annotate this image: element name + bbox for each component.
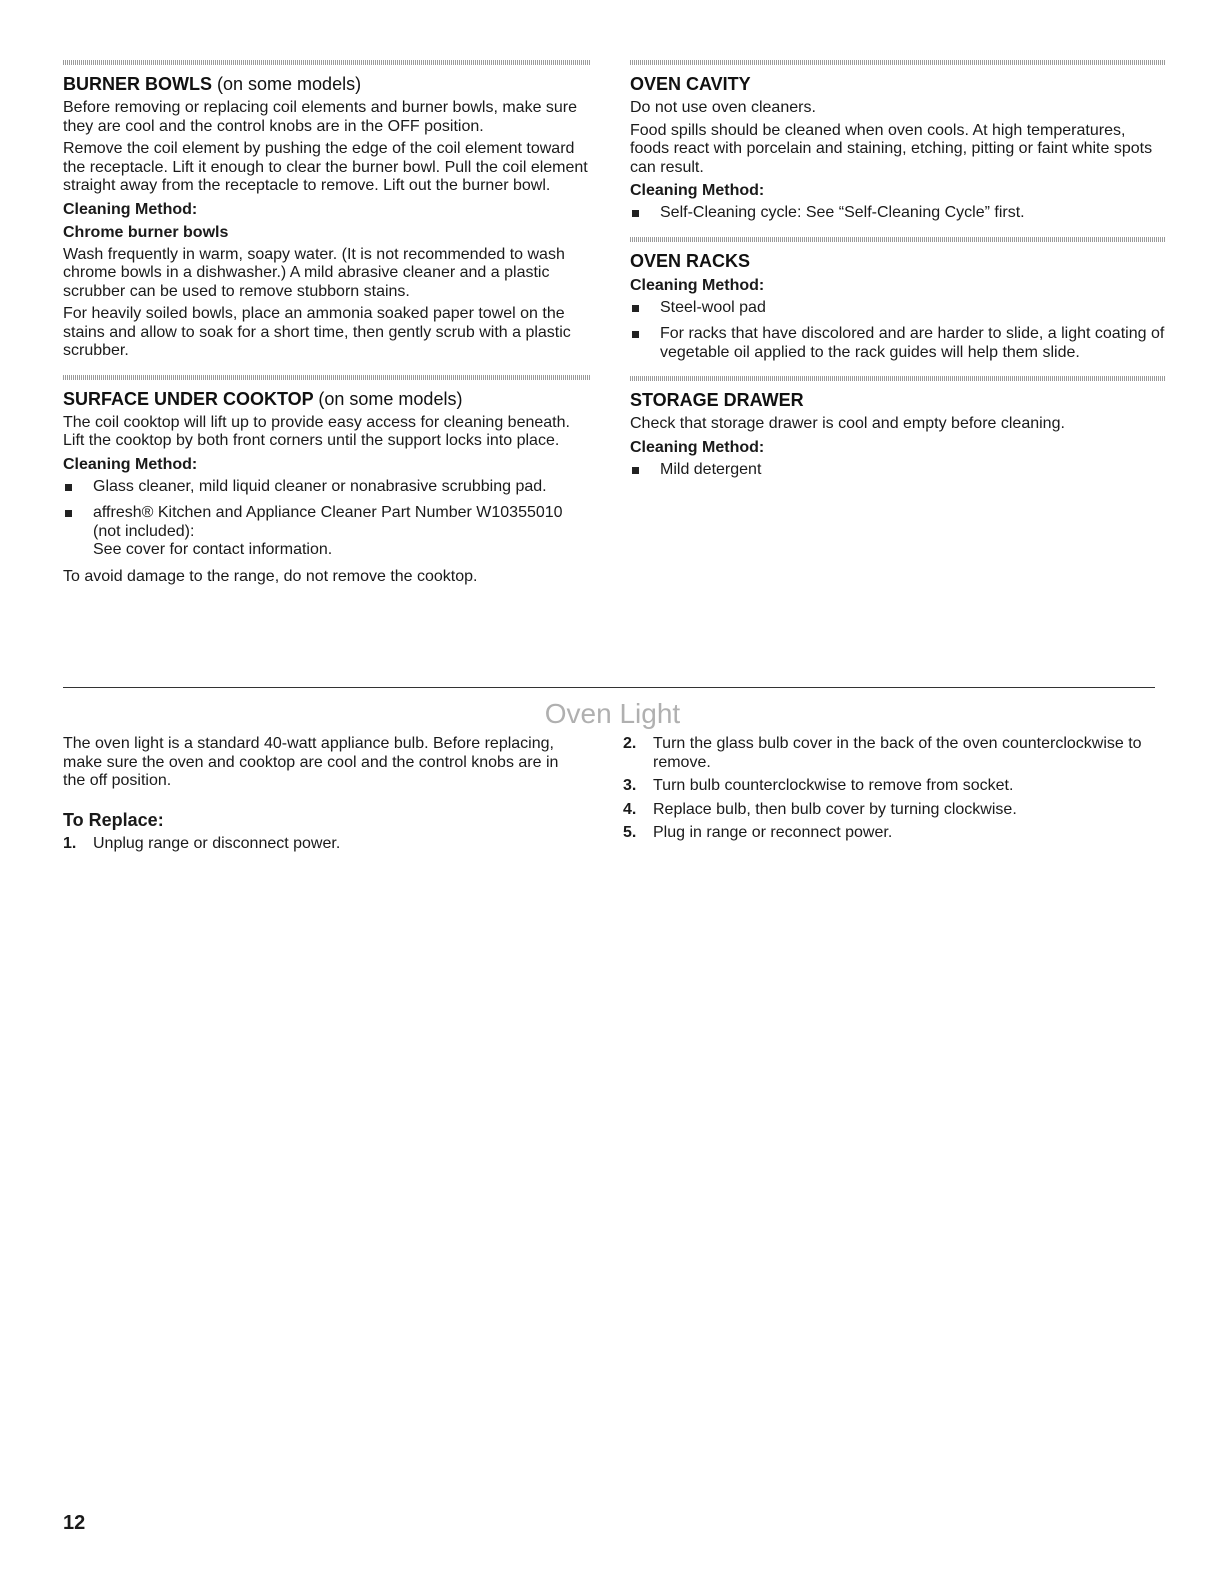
list-item: Glass cleaner, mild liquid cleaner or nonabrasive scrubbing pad. <box>63 478 591 497</box>
cleaning-method-label: Cleaning Method: <box>630 182 765 199</box>
paragraph: Before removing or replacing coil elements and burner bowls, make sure they are cool and the control knobs are in the OFF position. <box>63 99 578 135</box>
bullet-list <box>63 478 591 560</box>
chrome-burner-bowls-label: Chrome burner bowls <box>63 223 229 241</box>
section-rule <box>630 376 1166 381</box>
bullet-list <box>630 461 1166 480</box>
paragraph: Check that storage drawer is cool and empty before cleaning. <box>630 415 1065 432</box>
section-divider <box>63 687 1155 688</box>
bullet-square-icon <box>65 484 72 491</box>
list-item: For racks that have discolored and are harder to slide, a light coating of vegetable oil applied to the rack guides will help them slide. <box>630 325 1166 362</box>
oven-light-left <box>63 735 563 858</box>
step-item: 1. Unplug range or disconnect power. <box>63 834 341 852</box>
step-item: 5. Plug in range or reconnect power. <box>623 824 893 841</box>
bullet-square-icon <box>65 510 72 517</box>
paragraph: The coil cooktop will lift up to provide easy access for cleaning beneath. Lift the cooktop by both front corners until the support locks into place. <box>63 413 570 449</box>
bullet-square-icon <box>632 210 639 217</box>
paragraph: Remove the coil element by pushing the edge of the coil element toward the receptacle. Lift it enough to clear the burner bowl. Pull the coil element straight away from the receptacle to remove. Lift out the burner bowl. <box>63 140 588 194</box>
paragraph: Wash frequently in warm, soapy water. (It is not recommended to wash chrome bowls in a dishwasher.) A mild abrasive cleaner and a plastic scrubber can be used to remove stubborn stains. <box>63 245 565 300</box>
storage-drawer-section <box>630 376 1166 479</box>
paragraph: Do not use oven cleaners. <box>630 99 816 116</box>
list-item: affresh® Kitchen and Appliance Cleaner Part Number W10355010 (not included): See cover for contact information. <box>63 504 591 560</box>
bullet-list <box>630 299 1166 363</box>
oven-light-intro: The oven light is a standard 40-watt appliance bulb. Before replacing, make sure the oven and cooktop are cool and the control knobs are in the off position. <box>63 735 559 789</box>
step-item: 4. Replace bulb, then bulb cover by turning clockwise. <box>623 800 1017 818</box>
cleaning-method-label: Cleaning Method: <box>63 200 198 218</box>
list-item: Mild detergent <box>630 461 1166 480</box>
step-item: 2. Turn the glass bulb cover in the back of the oven counterclockwise to remove. <box>623 735 1142 771</box>
storage-drawer-heading: STORAGE DRAWER <box>630 390 804 410</box>
cooktop-warning-note: To avoid damage to the range, do not remove the cooktop. <box>63 567 478 585</box>
page-number: 12 <box>63 1512 86 1534</box>
cleaning-method-label: Cleaning Method: <box>630 276 765 294</box>
surface-under-cooktop-section <box>63 375 591 587</box>
burner-bowls-section <box>63 60 591 361</box>
step-item: 3. Turn bulb counterclockwise to remove from socket. <box>623 777 1014 794</box>
section-rule <box>630 60 1166 65</box>
paragraph: For heavily soiled bowls, place an ammonia soaked paper towel on the stains and allow to soak for a short time, then gently scrub with a plastic scrubber. <box>63 305 571 359</box>
burner-bowls-heading: BURNER BOWLS (on some models) <box>63 74 362 94</box>
section-rule <box>63 60 591 65</box>
oven-light-title: Oven Light <box>544 698 681 729</box>
section-rule <box>63 375 591 380</box>
right-column <box>630 60 1166 493</box>
bullet-square-icon <box>632 467 639 474</box>
steps-list <box>623 735 1163 843</box>
bullet-square-icon <box>632 331 639 338</box>
oven-racks-heading: OVEN RACKS <box>630 250 751 271</box>
bullet-square-icon <box>632 305 639 312</box>
cleaning-method-label: Cleaning Method: <box>630 438 765 456</box>
oven-cavity-heading: OVEN CAVITY <box>630 74 751 94</box>
steps-list <box>63 835 563 854</box>
oven-racks-section <box>630 237 1166 363</box>
to-replace-heading: To Replace: <box>63 809 164 830</box>
list-item: Self-Cleaning cycle: See “Self-Cleaning Cycle” first. <box>630 204 1166 223</box>
section-rule <box>630 237 1166 242</box>
oven-light-right <box>623 735 1163 848</box>
oven-cavity-section <box>630 60 1166 223</box>
paragraph: Food spills should be cleaned when oven cools. At high temperatures, foods react with porcelain and staining, etching, pitting or faint white spots can result. <box>630 121 1153 176</box>
cleaning-method-label: Cleaning Method: <box>63 455 198 473</box>
bullet-list <box>630 204 1166 223</box>
surface-under-cooktop-heading: SURFACE UNDER COOKTOP (on some models) <box>63 388 463 409</box>
list-item: Steel-wool pad <box>630 299 1166 318</box>
left-column <box>63 60 591 600</box>
